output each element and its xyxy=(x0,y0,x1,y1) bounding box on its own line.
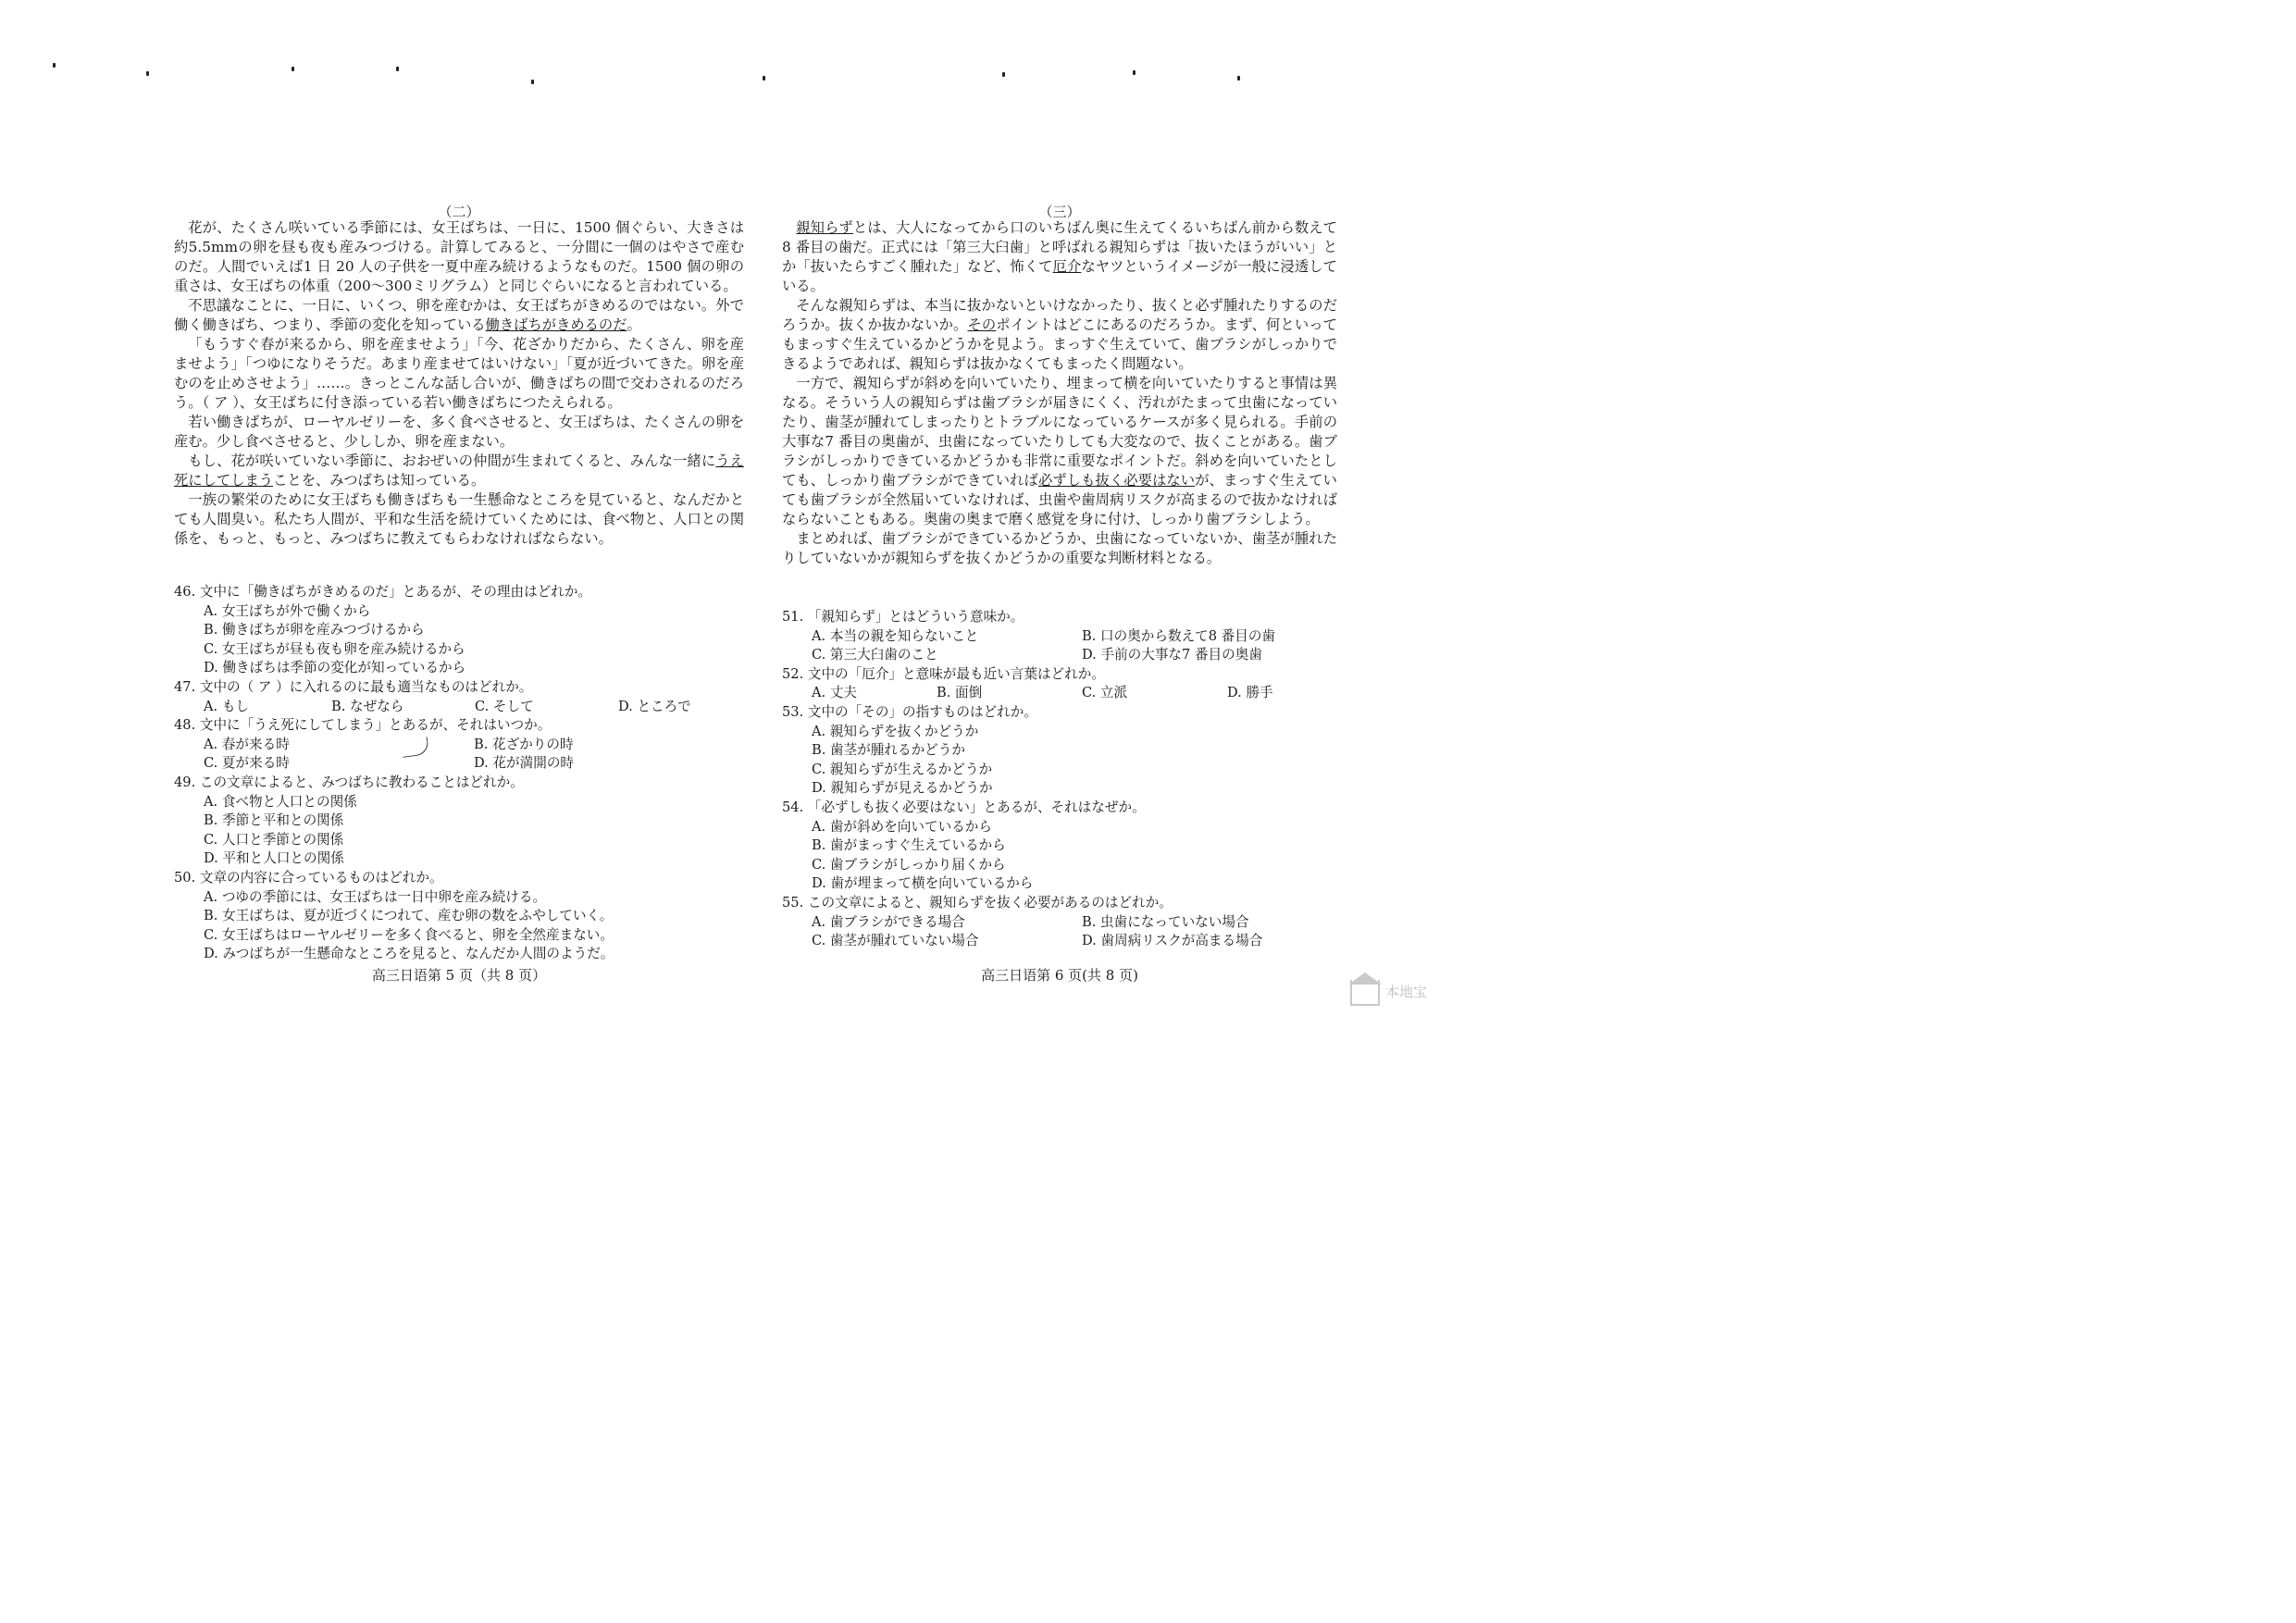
underlined-phrase: 必ずしも抜く必要はない xyxy=(1037,472,1196,489)
paragraph: 一族の繁栄のために女王ばちも働きばちも一生懸命なところを見ていると、なんだかとても人間臭い。私たち人間が、平和な生活を続けていくためには、食べ物と、人口との関係を、もっと、もっと、みつばちに教えてもらわなければならない。 xyxy=(174,491,744,547)
paragraph: 不思議なことに、一日に、いくつ、卵を産むかは、女王ばちがきめるのではない。外で働く働きばち、つまり、季節の変化を知っている働きばちがきめるのだ。 xyxy=(174,297,744,333)
question-46 xyxy=(174,583,744,678)
answer-option[interactable]: C. そして xyxy=(475,698,534,714)
watermark-logo xyxy=(1350,976,1433,1013)
question-55 xyxy=(782,894,1337,951)
page-5 xyxy=(174,0,744,1024)
question-stem: 51. 「親知らず」とはどういう意味か。 xyxy=(782,609,1024,625)
watermark-text: 本地宝 xyxy=(1385,984,1428,1000)
reading-passage xyxy=(782,218,1337,568)
underlined-phrase: 親知らず xyxy=(796,219,853,236)
section-title: （二） xyxy=(438,204,480,220)
question-stem: 47. 文中の（ ア ）に入れるのに最も適当なものはどれか。 xyxy=(174,678,533,695)
question-48 xyxy=(174,716,744,774)
answer-option[interactable]: B. 面倒 xyxy=(937,685,983,701)
answer-option[interactable]: D. 平和と人口との関係 xyxy=(204,850,344,867)
house-icon xyxy=(1350,980,1380,1006)
paragraph: まとめれば、歯ブラシができているかどうか、虫歯になっていないか、歯茎が腫れたりしていないかが親知らずを抜くかどうかの重要な判断材料となる。 xyxy=(782,530,1337,566)
answer-option[interactable]: B. 働きばちが卵を産みつづけるから xyxy=(204,622,425,638)
answer-option[interactable]: A. 本当の親を知らないこと xyxy=(812,627,979,644)
answer-option[interactable]: D. 親知らずが見えるかどうか xyxy=(812,780,993,797)
answer-option[interactable]: D. ところで xyxy=(618,698,691,714)
reading-passage xyxy=(174,218,744,549)
answer-option[interactable]: A. もし xyxy=(204,698,250,714)
underlined-phrase: 働きばちがきめるのだ xyxy=(485,316,627,333)
answer-option[interactable]: A. 春が来る時 xyxy=(204,736,290,752)
answer-option[interactable]: D. 花が満開の時 xyxy=(474,755,575,772)
question-list xyxy=(174,583,744,964)
paragraph: もし、花が咲いていない季節に、おおぜいの仲間が生まれてくると、みんな一緒にうえ死にしてしまうことを、みつばちは知っている。 xyxy=(174,452,744,489)
answer-option[interactable]: A. 丈夫 xyxy=(812,685,858,701)
answer-option[interactable]: C. 親知らずが生えるかどうか xyxy=(812,761,993,777)
answer-option[interactable]: C. 立派 xyxy=(1082,685,1128,701)
question-stem: 53. 文中の「その」の指すものはどれか。 xyxy=(782,703,1037,720)
answer-option[interactable]: A. 歯ブラシができる場合 xyxy=(812,913,965,930)
answer-option[interactable]: B. 口の奥から数えて8 番目の歯 xyxy=(1082,627,1276,644)
answer-option[interactable]: C. 第三大臼歯のこと xyxy=(812,647,938,663)
paragraph: 若い働きばちが、ローヤルゼリーを、多く食べさせると、女王ばちは、たくさんの卵を産む。少し食べさせると、少ししか、卵を産まない。 xyxy=(174,414,744,450)
answer-option[interactable]: C. 女王ばちはローヤルゼリーを多く食べると、卵を全然産まない。 xyxy=(204,926,614,943)
scan-speck xyxy=(53,63,56,68)
question-51 xyxy=(782,608,1337,665)
paragraph: 一方で、親知らずが斜めを向いていたり、埋まって横を向いていたりすると事情は異なる。そういう人の親知らずは歯ブラシが届きにくく、汚れがたまって虫歯になっていたり、歯茎が腫れてしまったりとトラブルになっているケースが多く見られる。手前の大事な7 番目の奥歯が、虫歯になっていたりしても大変なので、抜くことがある。歯ブラシがしっかりできているかどうかも非常に重要なポイントだ。斜めを向いていたとしても、しっかり歯ブラシができていれば必ずしも抜く必要はないが、まっすぐ生えていても歯ブラシが全然届いていなければ、虫歯や歯周病リスクが高まるので抜かなければならないこともある。奥歯の奥まで磨く感覚を身に付け、しっかり歯ブラシしよう。 xyxy=(782,375,1337,527)
question-stem: 49. この文章によると、みつばちに教わることはどれか。 xyxy=(174,774,524,790)
answer-option[interactable]: D. 歯周病リスクが高まる場合 xyxy=(1082,933,1263,949)
question-stem: 48. 文中に「うえ死にしてしまう」とあるが、それはいつか。 xyxy=(174,717,552,734)
answer-option[interactable]: A. 食べ物と人口との関係 xyxy=(204,793,357,810)
question-stem: 55. この文章によると、親知らずを抜く必要があるのはどれか。 xyxy=(782,894,1173,911)
question-50 xyxy=(174,869,744,964)
answer-option[interactable]: B. 女王ばちは、夏が近づくにつれて、産む卵の数をふやしていく。 xyxy=(204,908,614,924)
answer-option[interactable]: B. 虫歯になっていない場合 xyxy=(1082,913,1249,930)
question-47 xyxy=(174,678,744,716)
answer-option[interactable]: A. 歯が斜めを向いているから xyxy=(812,818,992,835)
answer-option[interactable]: B. 季節と平和との関係 xyxy=(204,812,344,829)
answer-option[interactable]: B. 花ざかりの時 xyxy=(474,736,574,752)
answer-option[interactable]: D. 働きばちは季節の変化が知っているから xyxy=(204,660,466,676)
answer-option[interactable]: D. 歯が埋まって横を向いているから xyxy=(812,875,1034,892)
underlined-phrase: 厄介 xyxy=(1052,258,1082,275)
underlined-phrase: うえ死にしてしまう xyxy=(174,452,744,489)
answer-option[interactable]: C. 歯ブラシがしっかり届くから xyxy=(812,856,1006,873)
question-49 xyxy=(174,774,744,869)
question-stem: 46. 文中に「働きばちがきめるのだ」とあるが、その理由はどれか。 xyxy=(174,584,592,600)
answer-option[interactable]: D. みつばちが一生懸命なところを見ると、なんだか人間のようだ。 xyxy=(204,946,614,962)
answer-option[interactable]: D. 勝手 xyxy=(1227,685,1273,701)
answer-option[interactable]: D. 手前の大事な7 番目の奥歯 xyxy=(1082,647,1262,663)
question-stem: 52. 文中の「厄介」と意味が最も近い言葉はどれか。 xyxy=(782,665,1105,682)
paragraph: 「もうすぐ春が来るから、卵を産ませよう」「今、花ざかりだから、たくさん、卵を産ませよう」「つゆになりそうだ。あまり産ませてはいけない」「夏が近づいてきた。卵を産むのを止めさせよう」……。きっとこんな話し合いが、働きばちの間で交わされるのだろう。（ ア ）、女王ばちに付き添っている若い働きばちにつたえられる。 xyxy=(174,336,744,411)
question-stem: 54. 「必ずしも抜く必要はない」とあるが、それはなぜか。 xyxy=(782,799,1146,815)
answer-option[interactable]: A. 女王ばちが外で働くから xyxy=(204,602,371,619)
question-stem: 50. 文章の内容に合っているものはどれか。 xyxy=(174,869,443,886)
answer-option[interactable]: C. 歯茎が腫れていない場合 xyxy=(812,933,979,949)
scan-speck xyxy=(146,71,149,76)
answer-option[interactable]: A. つゆの季節には、女王ばちは一日中卵を産み続ける。 xyxy=(204,888,547,905)
question-53 xyxy=(782,703,1337,799)
underlined-phrase: その xyxy=(967,316,997,333)
question-list xyxy=(782,608,1337,951)
scan-speck xyxy=(763,76,765,81)
paragraph: 親知らずとは、大人になってから口のいちばん奥に生えてくるいちばん前から数えて8 番目の歯だ。正式には「第三大臼歯」と呼ばれる親知らずは「抜いたほうがいい」とか「抜いたらすごく腫れた」など、怖くて厄介なヤツというイメージが一般に浸透している。 xyxy=(782,219,1337,294)
page-6 xyxy=(782,0,1337,1024)
answer-option[interactable]: C. 人口と季節との関係 xyxy=(204,831,344,848)
page-footer: 高三日语第 5 页（共 8 页） xyxy=(371,967,547,984)
question-52 xyxy=(782,665,1337,703)
answer-option[interactable]: C. 夏が来る時 xyxy=(204,755,290,772)
answer-option[interactable]: B. 歯茎が腫れるかどうか xyxy=(812,742,965,759)
section-title: （三） xyxy=(1038,204,1081,220)
paragraph: そんな親知らずは、本当に抜かないといけなかったり、抜くと必ず腫れたりするのだろうか。抜くか抜かないか。そのポイントはどこにあるのだろうか。まず、何といってもまっすぐ生えているかどうかを見よう。まっすぐ生えていて、歯ブラシがしっかりできるようであれば、親知らずは抜かなくてもまったく問題ない。 xyxy=(782,297,1337,372)
answer-option[interactable]: B. 歯がまっすぐ生えているから xyxy=(812,837,1006,854)
question-54 xyxy=(782,799,1337,894)
answer-option[interactable]: A. 親知らずを抜くかどうか xyxy=(812,723,979,739)
answer-option[interactable]: C. 女王ばちが昼も夜も卵を産み続けるから xyxy=(204,640,465,657)
paragraph: 花が、たくさん咲いている季節には、女王ばちは、一日に、1500 個ぐらい、大きさは約5.5mmの卵を昼も夜も産みつづける。計算してみると、一分間に一個のはやさで産むのだ。人間でいえば1 日 20 人の子供を一夏中産み続けるようなものだ。1500 個の卵の重さは、女王ばちの体重（200～300ミリグラム）と同じぐらいになると言われている。 xyxy=(174,219,744,294)
page-footer: 高三日语第 6 页(共 8 页) xyxy=(981,967,1138,984)
answer-option[interactable]: B. なぜなら xyxy=(331,698,404,714)
